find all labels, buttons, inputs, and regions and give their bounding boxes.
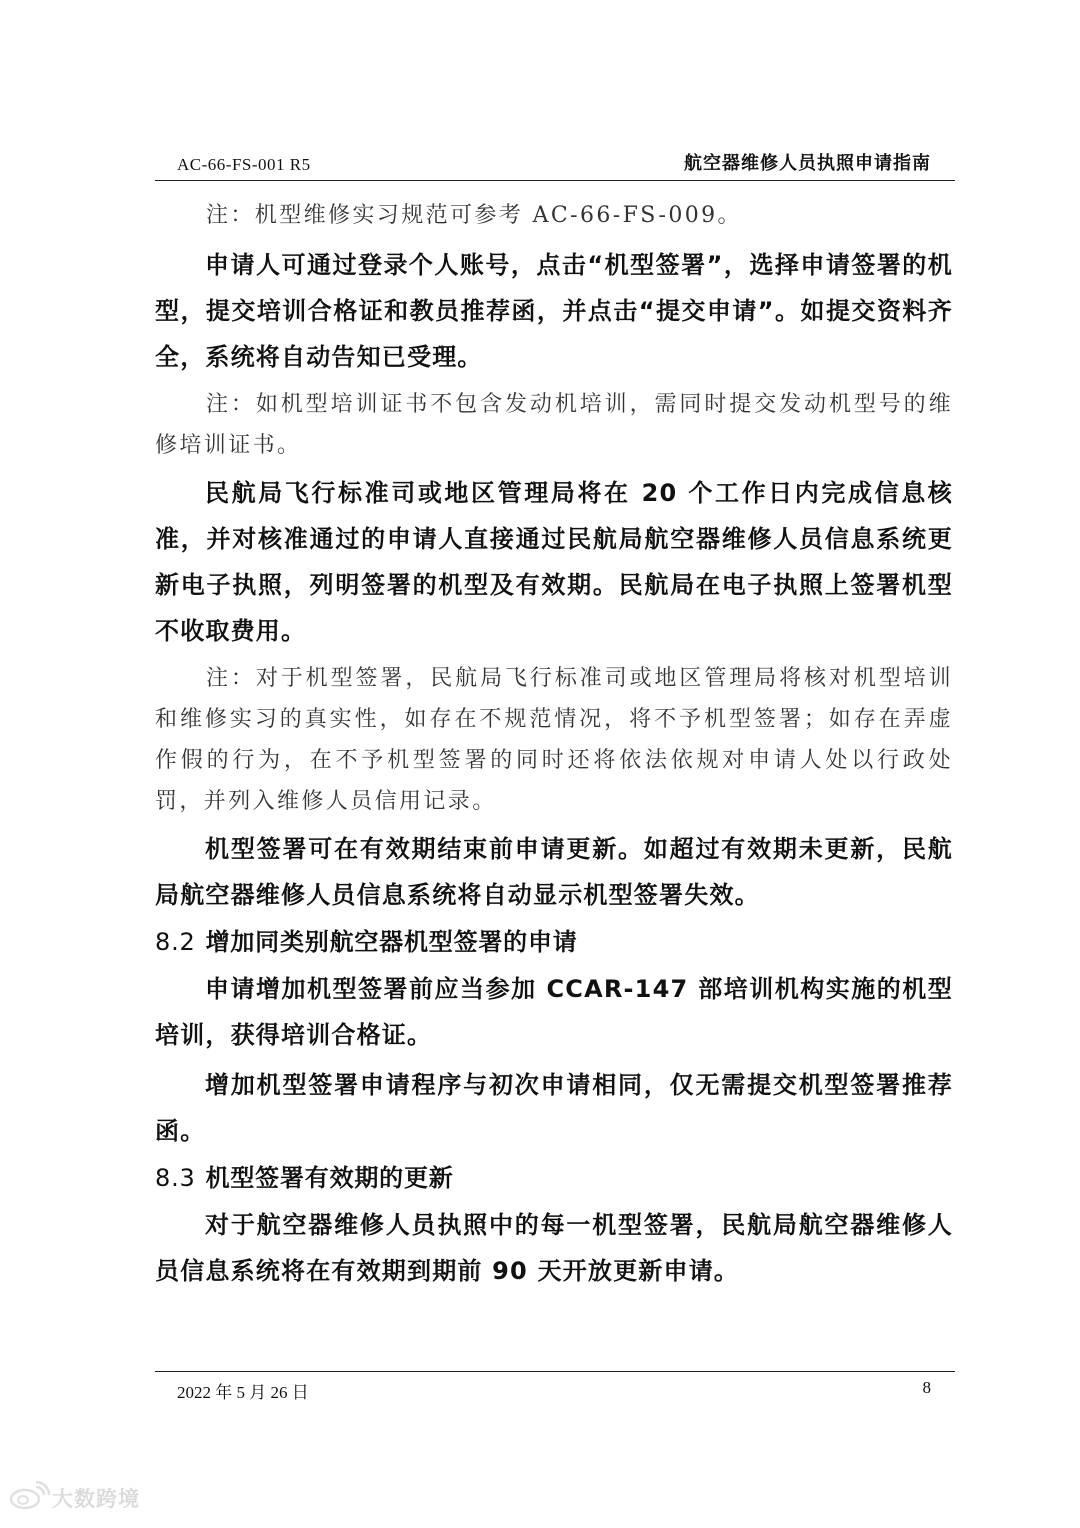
page-number: 8 (922, 1378, 931, 1397)
body-paragraph: 对于航空器维修人员执照中的每一机型签署，民航局航空器维修人员信息系统将在有效期到期前 90 天开放更新申请。 (155, 1211, 953, 1285)
note-paragraph: 注：机型维修实习规范可参考 AC-66-FS-009。 (206, 203, 742, 228)
body-paragraph: 申请增加机型签署前应当参加 CCAR-147 部培训机构实施的机型培训，获得培训合格证。 (155, 975, 953, 1049)
section-title: 增加同类别航空器机型签署的申请 (205, 928, 578, 956)
page-header (155, 150, 955, 181)
page-footer (155, 1371, 955, 1402)
doc-code: AC-66-FS-001 R5 (177, 155, 311, 174)
weibo-logo-icon (8, 1481, 50, 1516)
note-paragraph: 注：如机型培训证书不包含发动机培训，需同时提交发动机型号的维修培训证书。 (155, 392, 953, 458)
section-heading-8-2 (155, 918, 953, 966)
watermark (8, 1478, 140, 1518)
body-paragraph: 机型签署可在有效期结束前申请更新。如超过有效期未更新，民航局航空器维修人员信息系统将自动显示机型签署失效。 (155, 835, 953, 909)
section-number: 8.2 (155, 928, 196, 956)
body-paragraph: 民航局飞行标准司或地区管理局将在 20 个工作日内完成信息核准，并对核准通过的申请人直接通过民航局航空器维修人员信息系统更新电子执照，列明签署的机型及有效期。民航局在电子执照上签署机型不收取费用。 (155, 479, 953, 645)
section-number: 8.3 (155, 1164, 196, 1192)
note-paragraph: 注：对于机型签署，民航局飞行标准司或地区管理局将核对机型培训和维修实习的真实性，如存在不规范情况，将不予机型签署；如存在弄虚作假的行为，在不予机型签署的同时还将依法依规对申请人处以行政处罚，并列入维修人员信用记录。 (155, 666, 953, 814)
footer-date: 2022 年 5 月 26 日 (177, 1383, 309, 1402)
page-content (155, 195, 953, 1294)
section-title: 机型签署有效期的更新 (205, 1164, 454, 1192)
doc-title: 航空器维修人员执照申请指南 (684, 153, 931, 174)
body-paragraph: 增加机型签署申请程序与初次申请相同，仅无需提交机型签署推荐函。 (155, 1071, 953, 1145)
body-paragraph: 申请人可通过登录个人账号，点击“机型签署”，选择申请签署的机型，提交培训合格证和教员推荐函，并点击“提交申请”。如提交资料齐全，系统将自动告知已受理。 (155, 251, 953, 371)
section-heading-8-3 (155, 1154, 953, 1202)
watermark-text: 大数跨境 (52, 1487, 140, 1511)
